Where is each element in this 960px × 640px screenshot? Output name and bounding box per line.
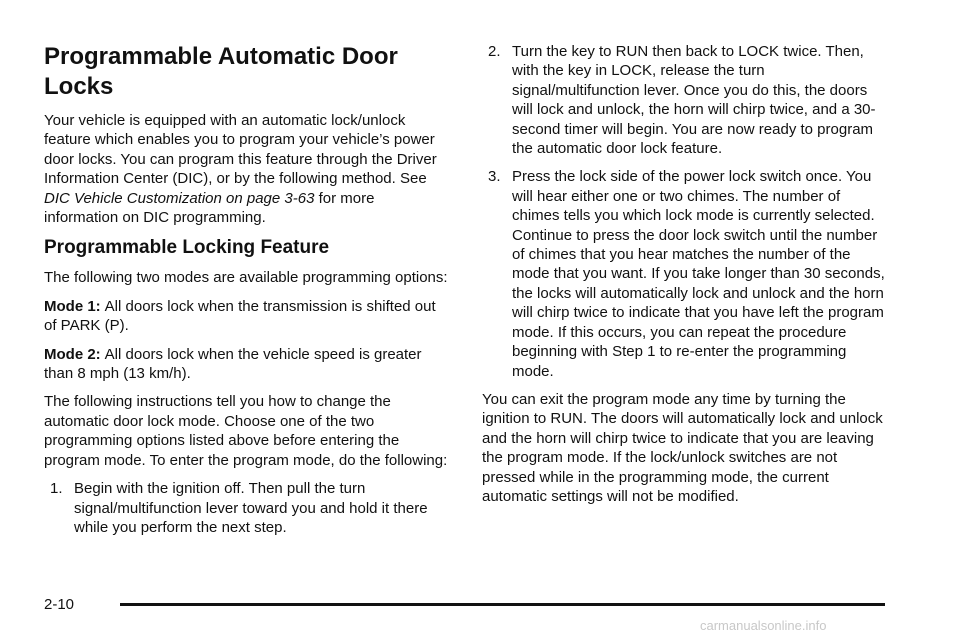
mode-1-text: All doors lock when the transmission is shifted out of PARK (P). xyxy=(44,297,436,335)
modes-intro: The following two modes are available programming options: xyxy=(44,269,448,287)
exit-paragraph: You can exit the program mode any time by turning the ignition to RUN. The doors will automatically lock and unlock and the horn will chirp twice to indicate that you are leaving the program mode. If the lock/unlock switches are not pressed while in the programming mode, the current automatic settings will not be modified. xyxy=(482,390,883,505)
mode-1-label: Mode 1: xyxy=(44,297,101,315)
step-3-text: Press the lock side of the power lock switch once. You will hear either one or two chimes. The number of chimes tells you which lock mode is currently selected. Continue to press the door lock switch until the number of chimes that you hear matches the number of the mode that you want. If you take longer than 30 seconds, the locks will automatically lock and unlock and the horn will chirp twice to indicate that you have left the program mode. If this occurs, you can repeat the procedure beginning with Step 1 to re-enter the programming mode. xyxy=(512,168,885,380)
step-2-text: Turn the key to RUN then back to LOCK twice. Then, with the key in LOCK, release the turn signal/multifunction lever. Once you do this, the doors will lock and unlock, the horn will chirp twice, and a 30-second timer will begin. You are now ready to program the automatic door lock feature. xyxy=(512,43,876,158)
step-3-number: 3. xyxy=(488,168,501,186)
step-1-text: Begin with the ignition off. Then pull the turn signal/multifunction lever toward you and hold it there while you perform the next step. xyxy=(74,480,428,536)
page-number: 2-10 xyxy=(44,596,75,613)
step-2 xyxy=(482,42,890,158)
left-column xyxy=(44,42,452,546)
steps-list-right xyxy=(482,42,890,381)
intro-paragraph xyxy=(44,111,452,227)
section-heading: Programmable Locking Feature xyxy=(44,237,330,259)
steps-list-left xyxy=(44,479,452,537)
right-column xyxy=(482,42,890,515)
footer-rule xyxy=(120,603,885,606)
mode-2 xyxy=(44,345,452,384)
mode-2-text: All doors lock when the vehicle speed is greater than 8 mph (13 km/h). xyxy=(44,345,422,383)
step-3 xyxy=(482,167,890,380)
dic-reference-link[interactable]: DIC Vehicle Customization on page 3-63 xyxy=(44,189,315,207)
step-1 xyxy=(44,479,452,537)
instructions-intro: The following instructions tell you how to change the automatic door lock mode. Choose one of the two programming options listed above before entering the program mode. To enter the program mode, do the following: xyxy=(44,393,448,469)
intro-after-text: for more information on DIC programming. xyxy=(44,189,375,227)
mode-1 xyxy=(44,297,452,336)
intro-text: Your vehicle is equipped with an automatic lock/unlock feature which enables you to program your vehicle’s power door locks. You can program this feature through the Driver Information Center (DIC), or by the following method. See xyxy=(44,112,437,188)
mode-2-label: Mode 2: xyxy=(44,345,101,363)
watermark: carmanualsonline.info xyxy=(700,618,827,633)
page-title: Programmable Automatic Door Locks xyxy=(44,43,398,100)
step-2-number: 2. xyxy=(488,43,501,60)
step-1-number: 1. xyxy=(50,480,63,498)
